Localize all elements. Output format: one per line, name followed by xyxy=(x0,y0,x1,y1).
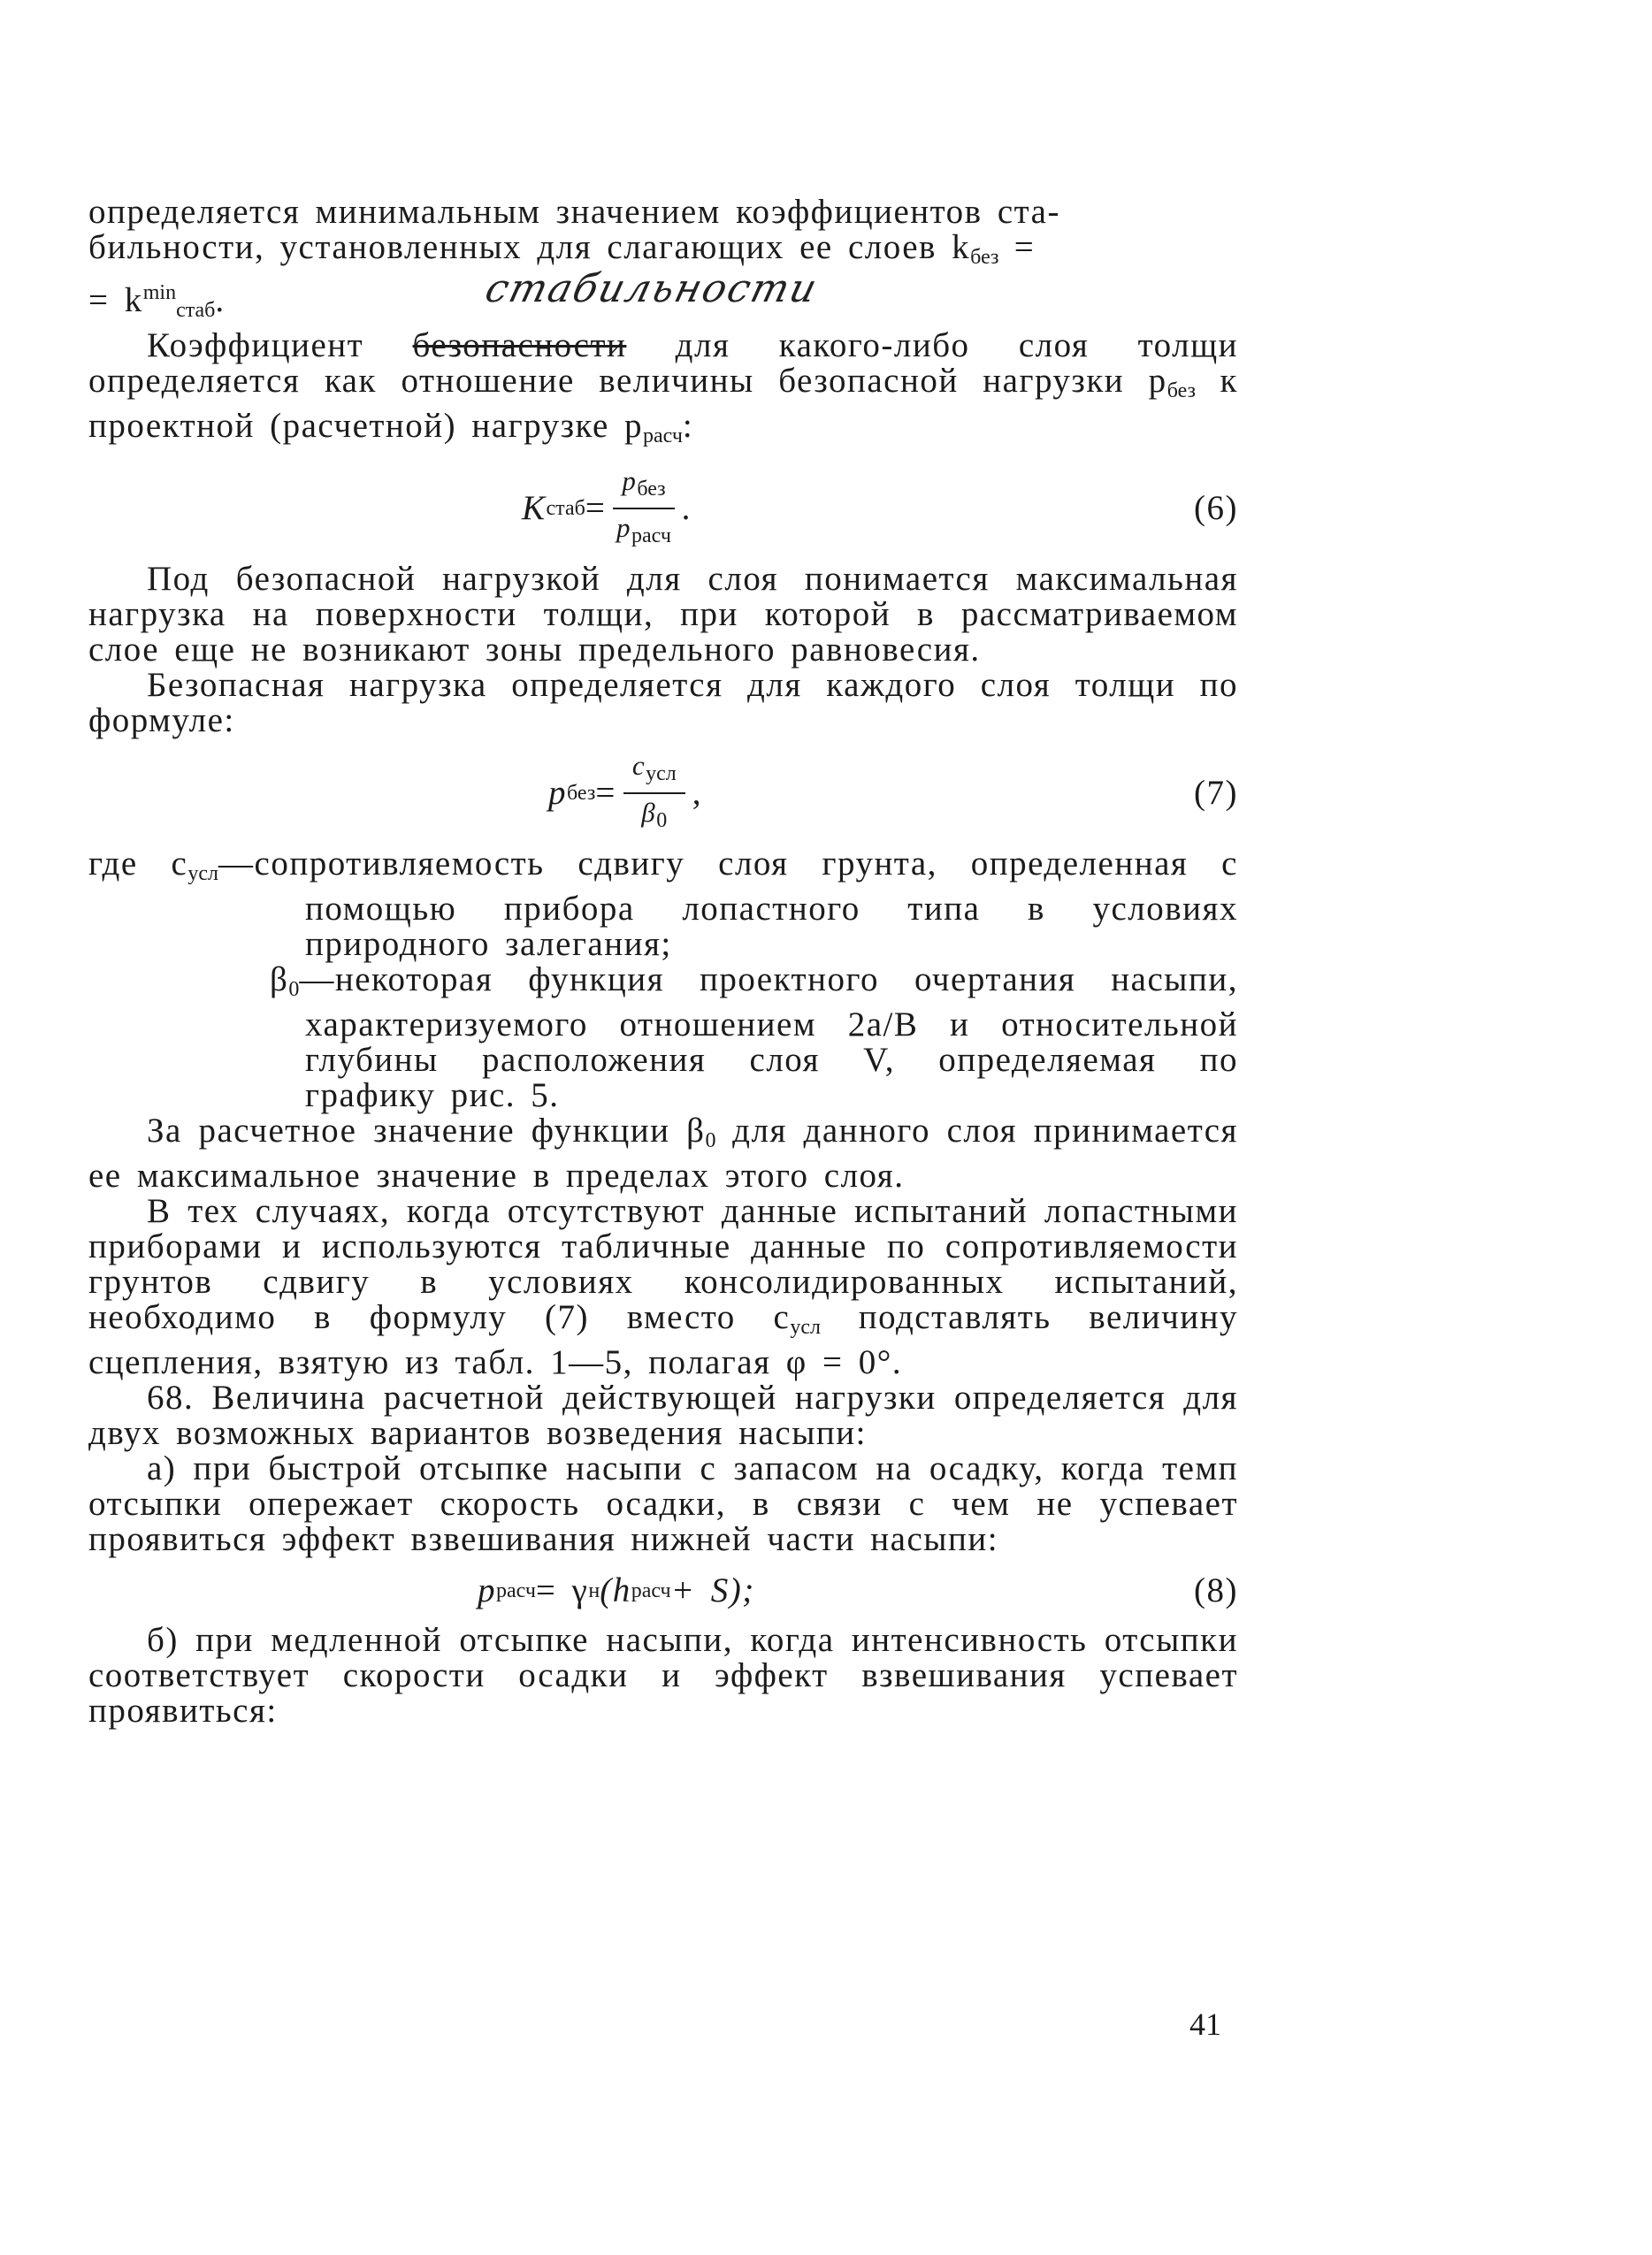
formula-7 xyxy=(88,744,1238,843)
subscript: расч xyxy=(631,1579,671,1602)
subscript: стаб xyxy=(176,299,216,322)
equation-number: (8) xyxy=(1194,1571,1238,1609)
text: : xyxy=(682,407,694,445)
formula-tail: . xyxy=(681,489,692,527)
text: = k xyxy=(88,281,143,319)
text: определяется минимальным значением коэффициентов ста- xyxy=(88,193,1060,231)
paragraph-7: 68. Величина расчетной действующей нагрузки определяется для двух возможных вариантов возведения насыпи: xyxy=(88,1379,1238,1452)
formula-7-body xyxy=(548,744,702,843)
subscript: без xyxy=(970,246,999,269)
text: = xyxy=(998,228,1036,266)
text: —некоторая функция проектного очертания насыпи, характеризуемого отношением 2a/B и относительной глубины расположения слоя V, определяемая по графику рис. 5. xyxy=(299,960,1238,1114)
formula-part: (h xyxy=(600,1571,631,1609)
text: В тех случаях, когда отсутствуют данные испытаний лопастными приборами и используются табличные данные по сопротивляемости грунтов сдвигу в условиях консолидированных испытаний, необходимо в формулу (7) вместо c xyxy=(88,1192,1238,1336)
equation-number: (7) xyxy=(1194,774,1238,812)
text: —сопротивляемость сдвигу слоя грунта, определенная с помощью прибора лопастного типа в условиях природного залегания; xyxy=(218,845,1238,963)
subscript: 0 xyxy=(288,978,300,1001)
equals-gamma: = γ xyxy=(535,1571,589,1609)
formula-part: + S); xyxy=(670,1571,755,1609)
formula-8-body xyxy=(478,1563,755,1619)
paragraph-1-line-1 xyxy=(88,195,1238,230)
formula-8 xyxy=(88,1563,1238,1619)
handwritten-note: стабильности xyxy=(480,266,823,311)
superscript: min xyxy=(142,281,177,304)
fraction xyxy=(613,464,674,553)
page-number: 41 xyxy=(1189,2007,1221,2042)
equals-sign: = xyxy=(585,489,607,527)
text: подставлять величину сцепления, взятую из табл. 1—5, полагая φ = 0°. xyxy=(88,1298,1238,1381)
subscript: расч xyxy=(643,424,683,447)
subscript: расч xyxy=(496,1579,536,1602)
paragraph-6 xyxy=(88,1194,1238,1380)
subscript: без xyxy=(567,782,596,805)
numerator: $c_{усл}$ xyxy=(623,749,685,794)
fraction xyxy=(623,749,685,837)
paragraph-1-line-3 xyxy=(88,266,1238,328)
formula-lhs: p xyxy=(548,774,567,812)
where-item-2 xyxy=(88,962,1238,1113)
page-body xyxy=(88,195,1238,1729)
text: За расчетное значение функции β xyxy=(147,1112,706,1150)
equation-number: (6) xyxy=(1194,489,1238,527)
paragraph-4: Безопасная нагрузка определяется для каждого слоя толщи по формуле: xyxy=(88,666,1238,739)
text: для какого-либо слоя толщи определяется как отношение величины безопасной нагрузки p xyxy=(88,326,1238,400)
subscript: 0 xyxy=(705,1129,716,1152)
text: . xyxy=(215,281,226,319)
text: к проектной (расчетной) нагрузке p xyxy=(88,362,1238,445)
struck-word: безопасности xyxy=(412,326,627,364)
paragraph-8: а) при быстрой отсыпке насыпи с запасом на осадку, когда темп отсыпки опережает скорость осадки, в связи с чем не успевает проявиться эффект взвешивания нижней части насыпи: xyxy=(88,1449,1238,1558)
paragraph-3: Под безопасной нагрузкой для слоя понимается максимальная нагрузка на поверхности толщи, при которой в рассматриваемом слое еще не возникают зоны предельного равновесия. xyxy=(88,560,1238,669)
subscript: н xyxy=(588,1579,600,1602)
subscript: стаб xyxy=(546,497,585,520)
subscript: усл xyxy=(790,1316,821,1339)
formula-lhs: K xyxy=(522,489,547,527)
numerator: $p_{без}$ xyxy=(613,464,674,509)
formula-tail: , xyxy=(692,774,702,812)
equals-sign: = xyxy=(595,774,616,812)
subscript: без xyxy=(1166,379,1197,402)
text: Коэффициент xyxy=(147,326,413,364)
text: бильности, установленных для слагающих ее слоев k xyxy=(88,228,971,266)
denominator: $\beta_0$ xyxy=(641,797,668,832)
subscript: усл xyxy=(187,862,219,885)
paragraph-5 xyxy=(88,1113,1238,1194)
formula-6 xyxy=(88,459,1238,558)
text: β xyxy=(270,960,289,998)
paragraph-9: б) при медленной отсыпке насыпи, когда интенсивность отсыпки соответствует скорости осадки и эффект взвешивания успевает проявиться: xyxy=(88,1621,1238,1730)
where-item-1 xyxy=(88,846,1238,962)
text: для данного слоя принимается ее максимальное значение в пределах этого слоя. xyxy=(88,1112,1238,1195)
formula-6-body xyxy=(522,459,692,558)
text: где c xyxy=(88,845,188,883)
paragraph-2 xyxy=(88,328,1238,454)
denominator: $p_{расч}$ xyxy=(616,512,671,547)
formula-lhs: p xyxy=(478,1571,496,1609)
